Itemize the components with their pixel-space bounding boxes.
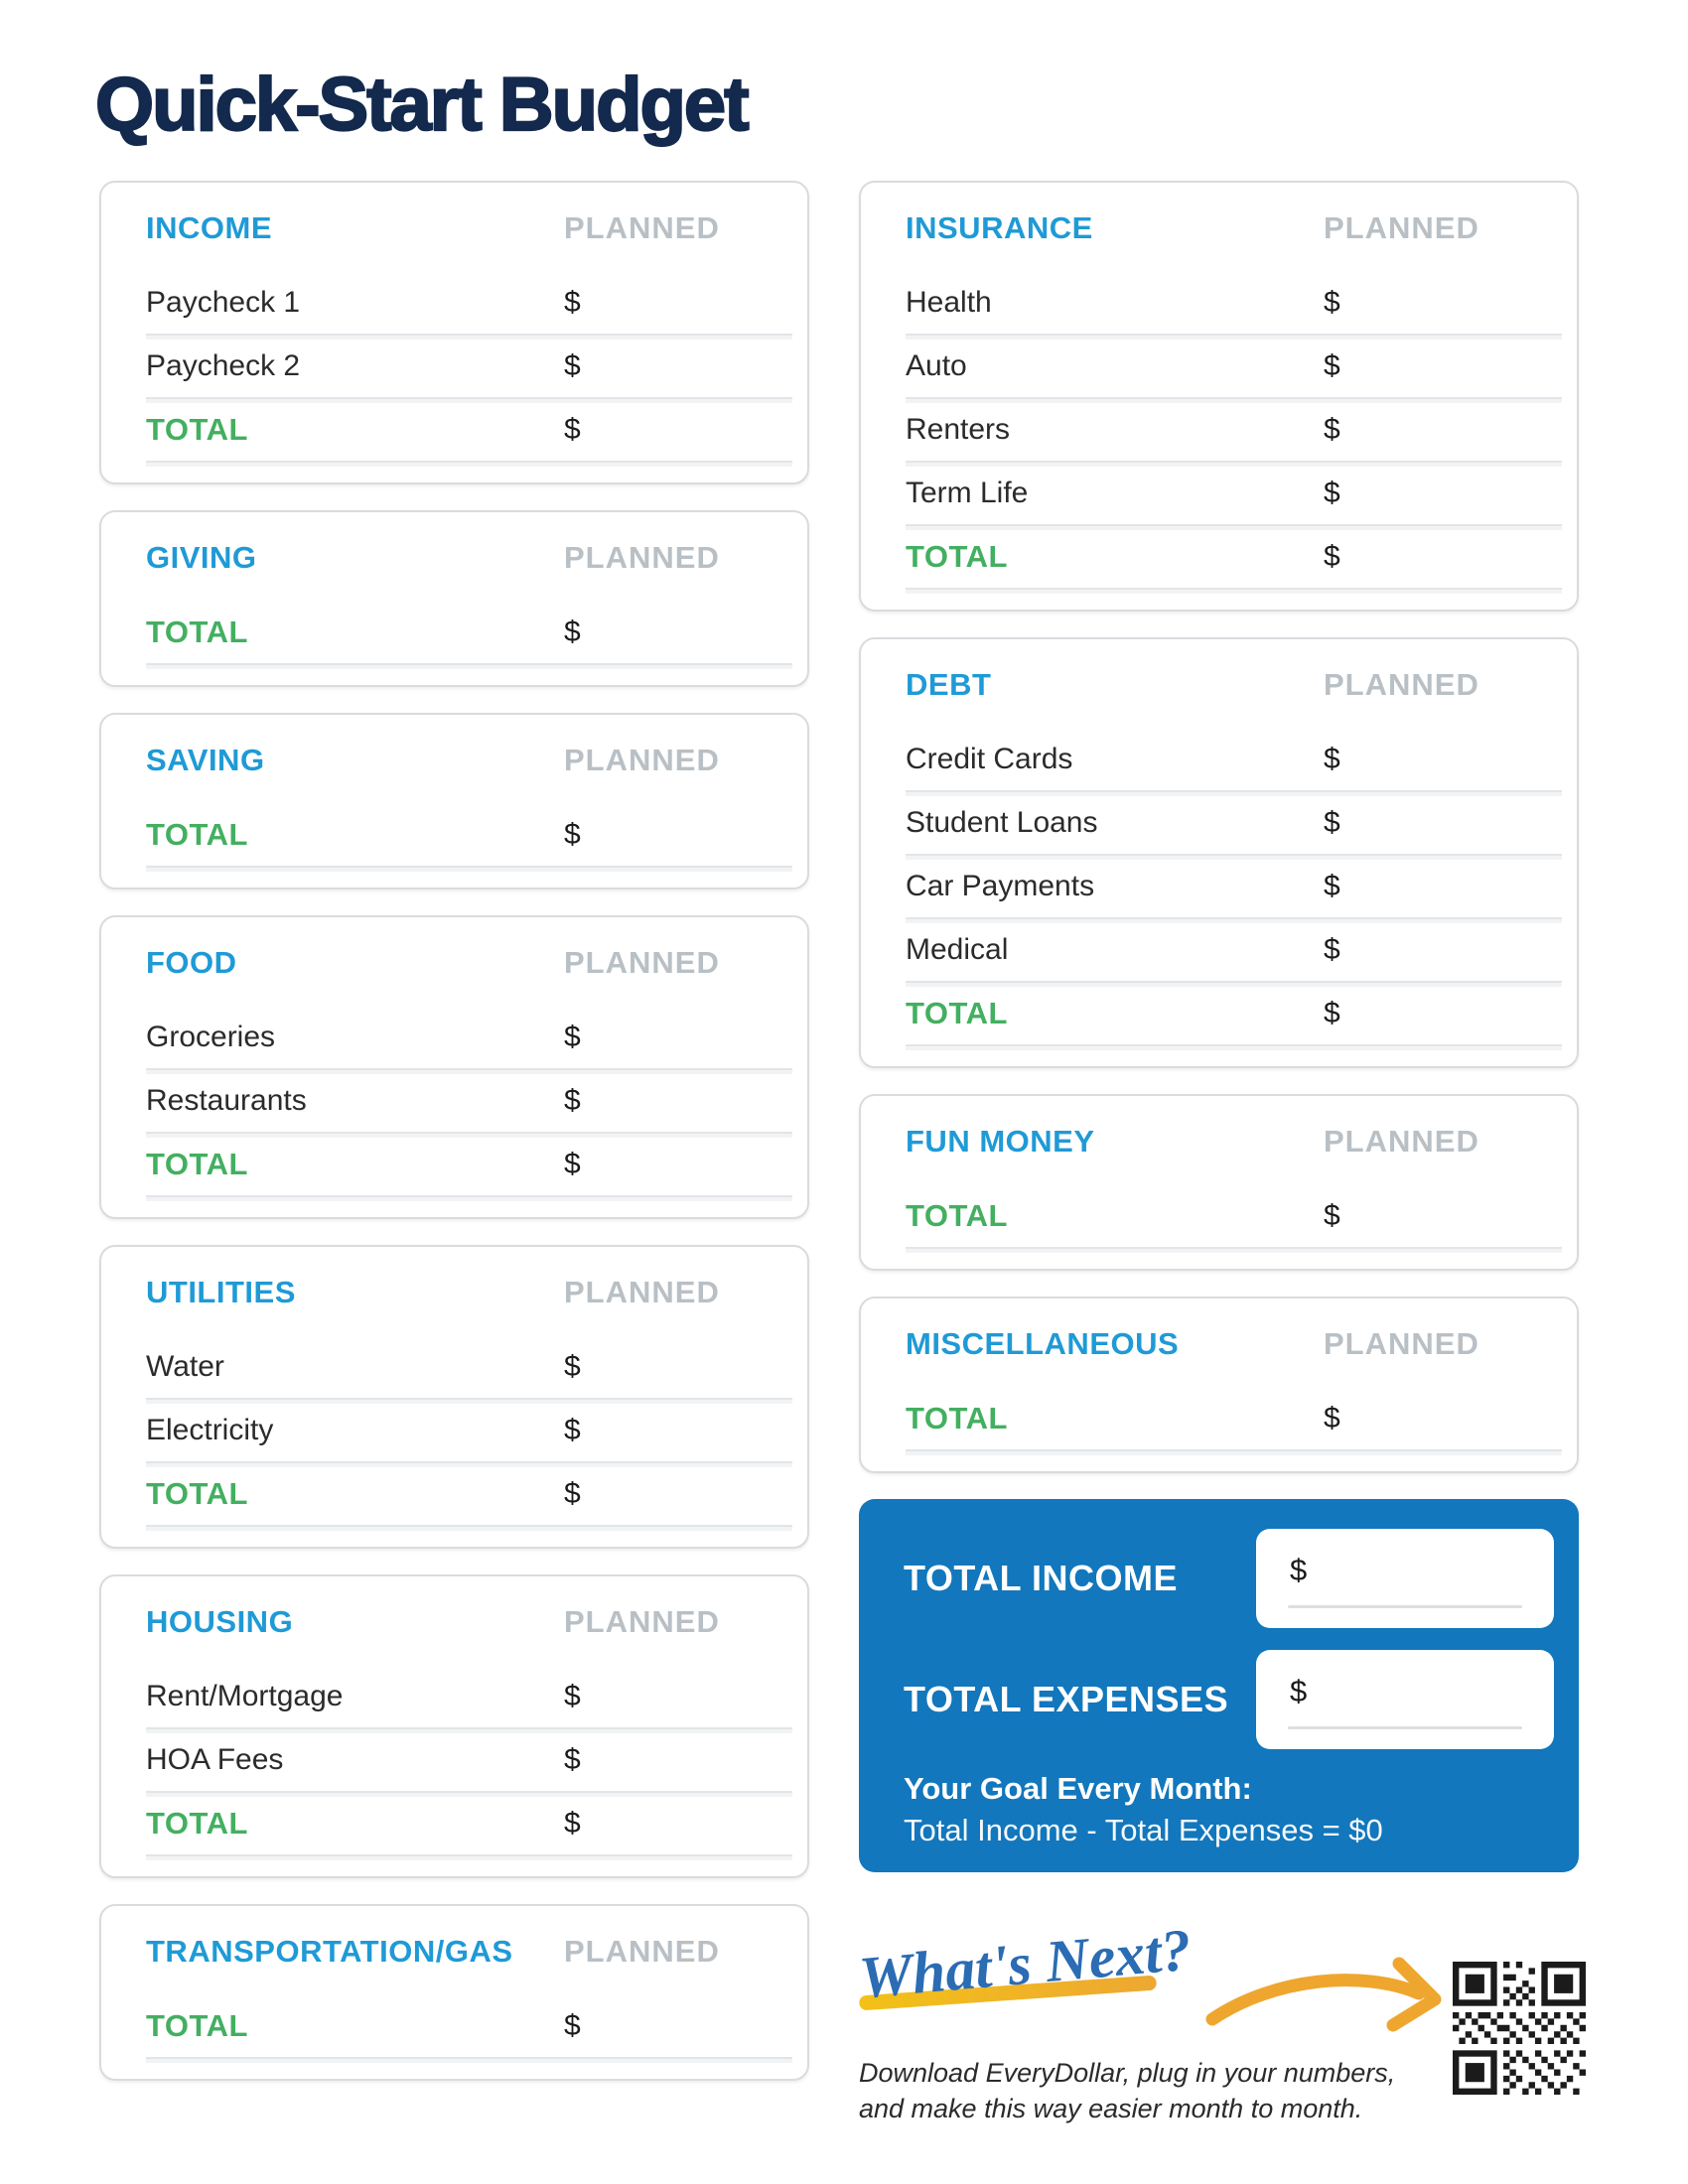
row-label: Health	[906, 286, 992, 319]
section-debt	[859, 637, 1579, 1068]
section-title: UTILITIES	[146, 1275, 296, 1309]
dollar-sign: $	[1290, 1674, 1308, 1708]
row-label: Medical	[906, 933, 1009, 966]
section-title: FOOD	[146, 945, 237, 980]
budget-row	[146, 1666, 792, 1729]
section-fun-money	[859, 1094, 1579, 1271]
total-expenses-label: TOTAL EXPENSES	[904, 1679, 1229, 1719]
planned-amount-field[interactable]: $	[564, 1021, 581, 1053]
download-caption	[859, 2055, 1396, 2127]
total-label: TOTAL	[146, 1147, 248, 1181]
planned-amount-field[interactable]: $	[564, 1680, 581, 1712]
section-title: DEBT	[906, 667, 992, 702]
budget-row	[146, 1007, 792, 1070]
goal-text: Total Income - Total Expenses = $0	[904, 1813, 1383, 1847]
planned-amount-field[interactable]: $	[1324, 477, 1340, 509]
planned-amount-field[interactable]: $	[564, 286, 581, 319]
section-utilities	[99, 1245, 809, 1549]
total-row	[146, 804, 792, 868]
total-amount-field[interactable]: $	[564, 818, 581, 851]
total-row	[146, 1793, 792, 1856]
total-row	[906, 526, 1562, 590]
total-row	[146, 399, 792, 463]
section-insurance	[859, 181, 1579, 612]
budget-row	[146, 1400, 792, 1463]
write-in-line	[1288, 1605, 1522, 1608]
planned-header: PLANNED	[564, 1934, 720, 1969]
total-row	[906, 1388, 1562, 1451]
qr-code	[1453, 1962, 1586, 2095]
total-amount-field[interactable]: $	[564, 413, 581, 446]
budget-row	[906, 336, 1562, 399]
total-amount-field[interactable]: $	[564, 1477, 581, 1510]
section-title: HOUSING	[146, 1604, 294, 1639]
page-title: Quick-Start Budget	[95, 63, 748, 147]
planned-amount-field[interactable]: $	[564, 1414, 581, 1446]
total-row	[146, 1995, 792, 2059]
row-label: Car Payments	[906, 870, 1095, 902]
total-amount-field[interactable]: $	[1324, 1199, 1340, 1232]
footer	[856, 1916, 1579, 2127]
planned-amount-field[interactable]: $	[1324, 870, 1340, 902]
total-row	[146, 1134, 792, 1197]
planned-header: PLANNED	[564, 1604, 720, 1639]
total-amount-field[interactable]: $	[564, 1148, 581, 1180]
planned-header: PLANNED	[564, 540, 720, 575]
total-amount-field[interactable]: $	[1324, 997, 1340, 1029]
dollar-sign: $	[1290, 1553, 1308, 1587]
section-title: INCOME	[146, 210, 272, 245]
budget-row	[146, 336, 792, 399]
download-caption-line2: and make this way easier month to month.	[859, 2094, 1363, 2124]
total-label: TOTAL	[146, 614, 248, 649]
planned-amount-field[interactable]: $	[1324, 933, 1340, 966]
total-amount-field[interactable]: $	[564, 1807, 581, 1840]
budget-row	[906, 856, 1562, 919]
section-title: INSURANCE	[906, 210, 1093, 245]
total-amount-field[interactable]: $	[564, 2009, 581, 2042]
planned-amount-field[interactable]: $	[1324, 743, 1340, 775]
total-amount-field[interactable]: $	[1324, 1402, 1340, 1434]
planned-header: PLANNED	[1324, 1326, 1479, 1361]
budget-row	[146, 1070, 792, 1134]
total-label: TOTAL	[906, 539, 1008, 574]
total-expenses-row	[904, 1650, 1554, 1749]
row-label: Student Loans	[906, 806, 1098, 839]
total-label: TOTAL	[906, 1401, 1008, 1435]
planned-header: PLANNED	[1324, 667, 1479, 702]
section-giving	[99, 510, 809, 687]
row-label: Rent/Mortgage	[146, 1680, 344, 1712]
budget-row	[906, 272, 1562, 336]
planned-header: PLANNED	[564, 1275, 720, 1309]
section-income	[99, 181, 809, 484]
row-label: Restaurants	[146, 1084, 307, 1117]
section-miscellaneous	[859, 1297, 1579, 1473]
total-label: TOTAL	[146, 2008, 248, 2043]
whats-next-script-text: What's Next?	[856, 1916, 1195, 2011]
planned-amount-field[interactable]: $	[564, 1350, 581, 1383]
row-label: Water	[146, 1350, 224, 1383]
planned-header: PLANNED	[564, 210, 720, 245]
summary-box	[859, 1499, 1579, 1872]
row-label: Term Life	[906, 477, 1029, 509]
total-label: TOTAL	[146, 817, 248, 852]
planned-amount-field[interactable]: $	[1324, 286, 1340, 319]
row-label: Paycheck 1	[146, 286, 301, 319]
download-caption-line1: Download EveryDollar, plug in your numbers,	[859, 2058, 1396, 2088]
section-housing	[99, 1574, 809, 1878]
row-label: Credit Cards	[906, 743, 1073, 775]
budget-row	[906, 463, 1562, 526]
total-amount-field[interactable]: $	[564, 615, 581, 648]
section-title: TRANSPORTATION/GAS	[146, 1934, 513, 1969]
goal-heading: Your Goal Every Month:	[904, 1771, 1252, 1806]
total-row	[146, 1463, 792, 1527]
whats-next-block	[856, 1916, 1396, 2127]
planned-amount-field[interactable]: $	[564, 1084, 581, 1117]
planned-amount-field[interactable]: $	[564, 1743, 581, 1776]
whats-next-wrap	[856, 1916, 1195, 2037]
section-title: MISCELLANEOUS	[906, 1326, 1180, 1361]
row-label: Paycheck 2	[146, 349, 301, 382]
budget-row	[146, 1336, 792, 1400]
section-food	[99, 915, 809, 1219]
section-transportation-gas	[99, 1904, 809, 2081]
total-row	[906, 983, 1562, 1046]
planned-header: PLANNED	[1324, 210, 1479, 245]
row-label: Electricity	[146, 1414, 274, 1446]
budget-row	[906, 792, 1562, 856]
section-title: GIVING	[146, 540, 257, 575]
total-label: TOTAL	[146, 1476, 248, 1511]
row-label: Auto	[906, 349, 967, 382]
total-income-input[interactable]	[1256, 1529, 1554, 1628]
total-amount-field[interactable]: $	[1324, 540, 1340, 573]
budget-row	[906, 919, 1562, 983]
total-label: TOTAL	[146, 1806, 248, 1841]
total-income-label: TOTAL INCOME	[904, 1558, 1178, 1598]
section-saving	[99, 713, 809, 889]
goal-block	[904, 1771, 1554, 1848]
total-row	[906, 1185, 1562, 1249]
total-label: TOTAL	[906, 996, 1008, 1030]
planned-header: PLANNED	[564, 743, 720, 777]
budget-row	[146, 1729, 792, 1793]
planned-amount-field[interactable]: $	[1324, 413, 1340, 446]
planned-amount-field[interactable]: $	[1324, 806, 1340, 839]
write-in-line	[1288, 1726, 1522, 1729]
total-income-row	[904, 1529, 1554, 1628]
section-title: SAVING	[146, 743, 265, 777]
row-label: Renters	[906, 413, 1011, 446]
row-label: Groceries	[146, 1021, 276, 1053]
arrow-icon	[1204, 1956, 1453, 2045]
budget-columns	[99, 181, 1579, 2127]
left-column	[99, 181, 809, 2081]
budget-row	[146, 272, 792, 336]
total-expenses-input[interactable]	[1256, 1650, 1554, 1749]
planned-amount-field[interactable]: $	[1324, 349, 1340, 382]
right-column	[856, 181, 1579, 2127]
planned-header: PLANNED	[1324, 1124, 1479, 1159]
row-label: HOA Fees	[146, 1743, 284, 1776]
section-title: FUN MONEY	[906, 1124, 1095, 1159]
total-row	[146, 602, 792, 665]
budget-row	[906, 399, 1562, 463]
budget-row	[906, 729, 1562, 792]
planned-header: PLANNED	[564, 945, 720, 980]
total-label: TOTAL	[906, 1198, 1008, 1233]
planned-amount-field[interactable]: $	[564, 349, 581, 382]
total-label: TOTAL	[146, 412, 248, 447]
